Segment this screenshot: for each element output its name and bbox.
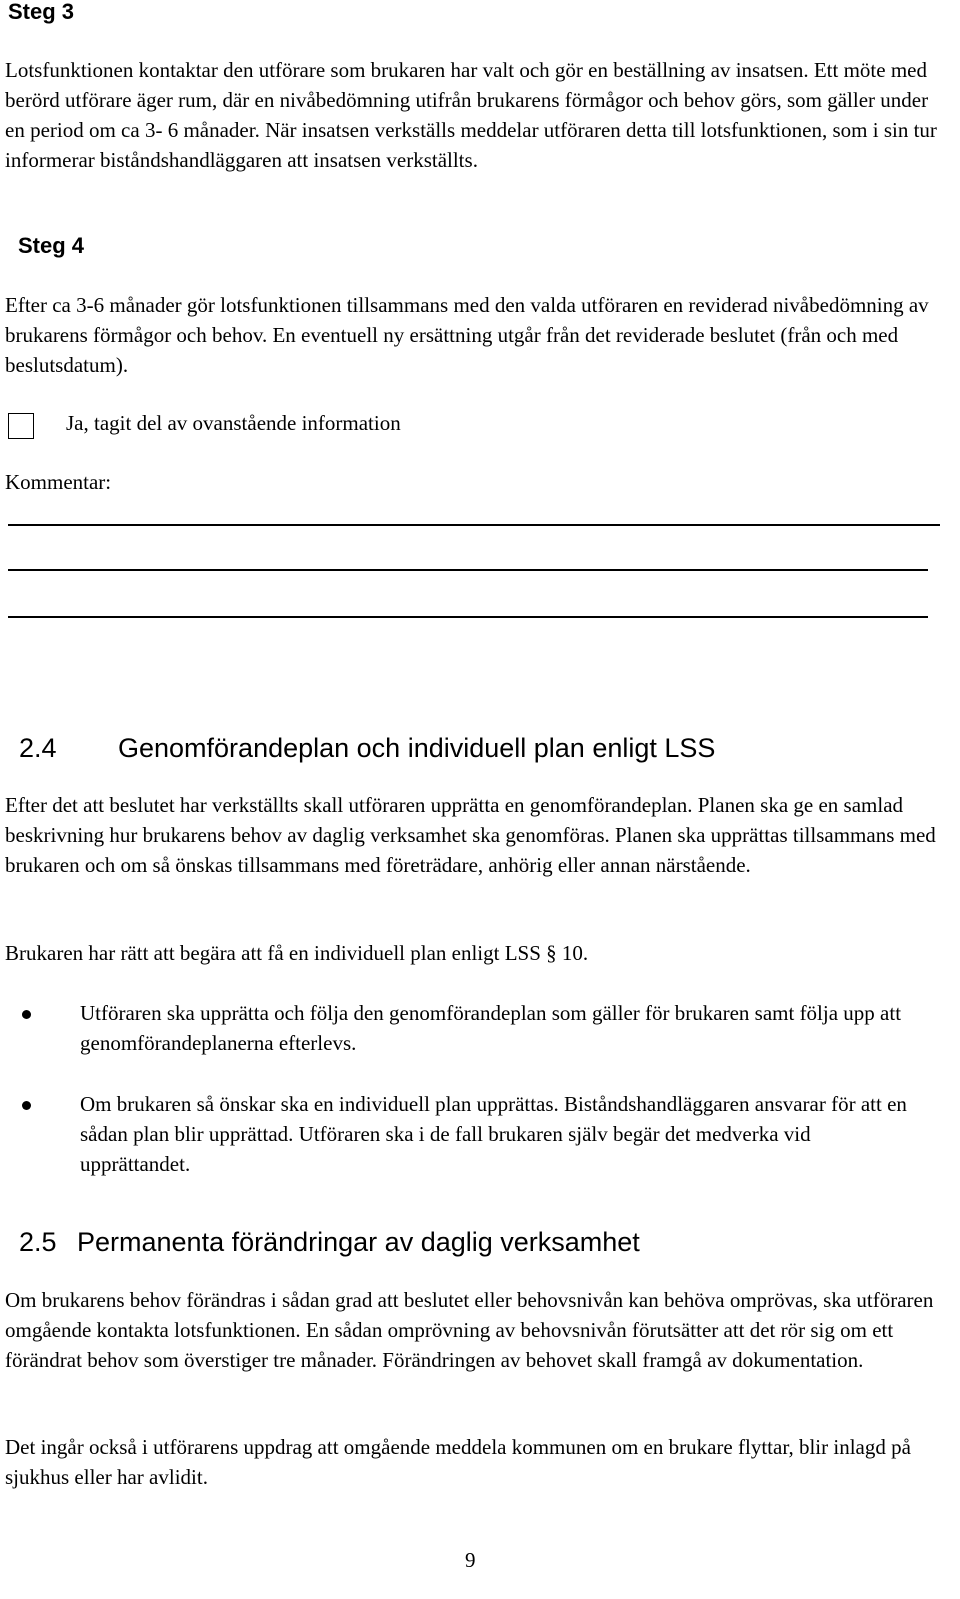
bullet-dot-icon (22, 1101, 31, 1110)
acknowledge-checkbox[interactable] (8, 413, 34, 439)
section-2-5-title: Permanenta förändringar av daglig verksamhet (77, 1227, 640, 1257)
steg3-heading: Steg 3 (8, 0, 75, 24)
acknowledge-label: Ja, tagit del av ovanstående information (66, 411, 401, 435)
comment-label: Kommentar: (5, 470, 112, 494)
comment-line-2[interactable] (8, 569, 928, 571)
section-2-4-paragraph-2: Brukaren har rätt att begära att få en individuell plan enligt LSS § 10. (5, 941, 589, 965)
section-2-5-paragraph-2: Det ingår också i utförarens uppdrag att omgående meddela kommunen om en brukare flyttar, blir inlagd på sjukhus eller har avlidit. (5, 1435, 911, 1489)
comment-line-3[interactable] (8, 616, 928, 618)
section-2-4-number: 2.4 (19, 733, 57, 763)
page-number: 9 (465, 1548, 476, 1572)
comment-line-1[interactable] (8, 524, 940, 526)
section-2-5-paragraph-1: Om brukarens behov förändras i sådan grad att beslutet eller behovsnivån kan behöva omprövas, ska utföraren omgående kontakta lotsfunktionen. En sådan omprövning av behovsnivån förutsätter att det rör sig om ett förändrat behov som överstiger tre månader. Förändringen av behovet skall framgå av dokumentation. (5, 1288, 934, 1372)
steg3-paragraph: Lotsfunktionen kontaktar den utförare som brukaren har valt och gör en beställning av insatsen. Ett möte med berörd utförare äger rum, där en nivåbedömning utifrån brukarens förmågor och behov görs, som gäller under en period om ca 3- 6 månader. När insatsen verkställs meddelar utföraren detta till lotsfunktionen, som i sin tur informerar biståndshandläggaren att insatsen verkställts. (5, 58, 937, 172)
section-2-4-paragraph-1: Efter det att beslutet har verkställts skall utföraren upprätta en genomförandeplan. Planen ska ge en samlad beskrivning hur brukarens behov av daglig verksamhet ska genomföras. Planen ska upprättas tillsammans med brukaren och om så önskas tillsammans med företrädare, anhörig eller annan närstående. (5, 793, 936, 877)
bullet-item-2: Om brukaren så önskar ska en individuell plan upprättas. Biståndshandläggaren ansvarar för att en sådan plan blir upprättad. Utföraren ska i de fall brukaren själv begär det medverka vid upprättandet. (80, 1092, 907, 1176)
steg4-paragraph: Efter ca 3-6 månader gör lotsfunktionen tillsammans med den valda utföraren en reviderad nivåbedömning av brukarens förmågor och behov. En eventuell ny ersättning utgår från det reviderade beslutet (från och med beslutsdatum). (5, 293, 929, 377)
bullet-dot-icon (22, 1010, 31, 1019)
steg4-heading: Steg 4 (18, 233, 85, 258)
section-2-4-title: Genomförandeplan och individuell plan enligt LSS (118, 733, 716, 763)
section-2-5-number: 2.5 (19, 1227, 57, 1257)
bullet-item-1: Utföraren ska upprätta och följa den genomförandeplan som gäller för brukaren samt följa upp att genomförandeplanerna efterlevs. (80, 1001, 902, 1055)
